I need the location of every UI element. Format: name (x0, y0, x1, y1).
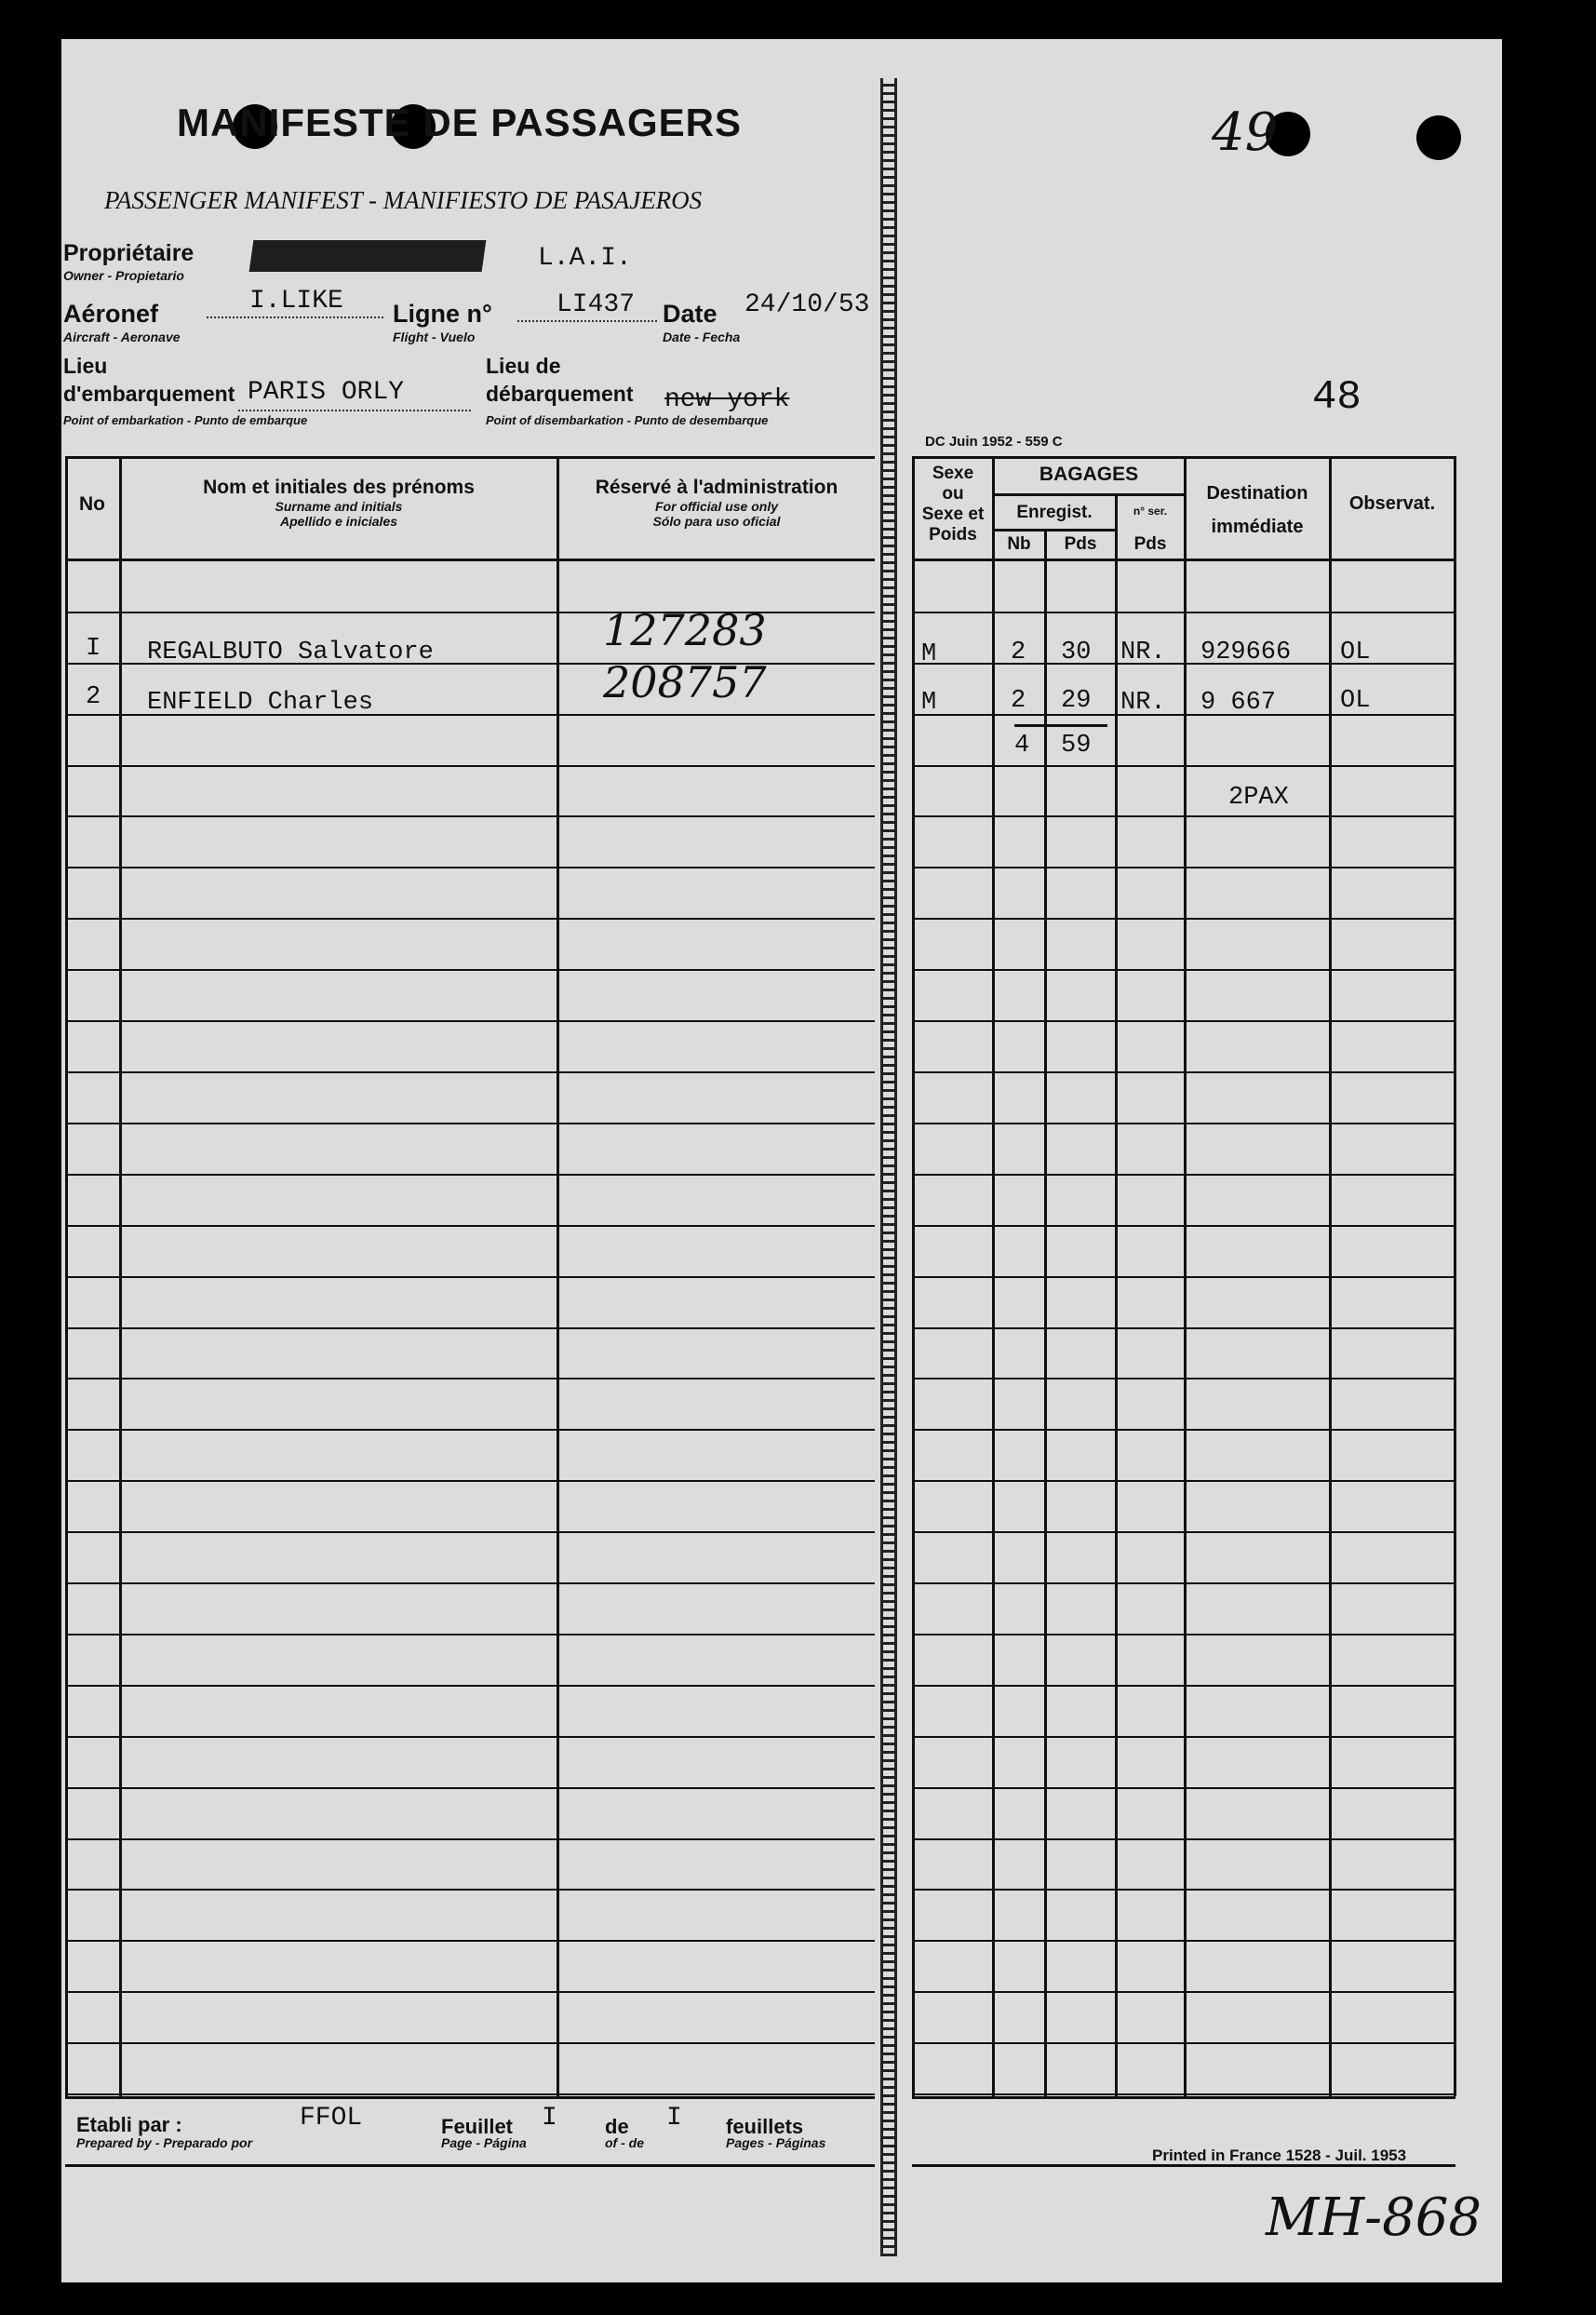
p2-obs: OL (1340, 687, 1371, 715)
etabli-label: Etabli par : (76, 2113, 182, 2136)
row-rule (65, 1685, 875, 1687)
col-name-label: Nom et initiales des prénoms (203, 477, 475, 498)
p1-nb: 2 (1011, 639, 1026, 666)
col-admin (558, 477, 875, 529)
row-rule (65, 1991, 875, 1993)
disembark-label-1: Lieu de (486, 354, 561, 378)
row-rule (65, 1276, 875, 1278)
etabli-value: FFOL (300, 2104, 363, 2133)
row-rule (912, 1378, 1455, 1380)
col-enregist: Enregist. (1016, 503, 1093, 522)
disembark-label-2: débarquement (486, 382, 634, 406)
row-rule (912, 1889, 1455, 1891)
col-nser: n° ser. (1133, 505, 1168, 518)
row-rule (912, 1838, 1455, 1840)
row-rule (912, 918, 1455, 920)
row-rule (65, 1889, 875, 1891)
date-value: 24/10/53 (744, 290, 870, 319)
p1-pds: 30 (1061, 639, 1092, 666)
feuillet-label: Feuillet (441, 2115, 514, 2138)
totals-rule (1014, 724, 1107, 727)
row-rule (65, 1174, 875, 1176)
total-pax: 2PAX (1228, 784, 1289, 812)
row-rule (65, 1327, 875, 1329)
row-rule (912, 1940, 1455, 1942)
row-rule (65, 1429, 875, 1431)
col-admin-sub2: Sólo para uso oficial (652, 514, 781, 529)
row-rule (65, 1634, 875, 1635)
row-rule (65, 918, 875, 920)
p2-ser: NR. (1120, 689, 1166, 717)
row-rule (65, 1582, 875, 1584)
row-rule (912, 1020, 1455, 1022)
flight-value: LI437 (557, 290, 636, 319)
enregist-line (992, 529, 1115, 532)
row-rule (65, 1480, 875, 1482)
number-mark: 48 (1312, 374, 1361, 421)
p1-no: I (86, 635, 101, 663)
feuillet-sublabel: Page - Página (441, 2135, 527, 2150)
col-admin-sub1: For official use only (655, 499, 778, 514)
p1-name: REGALBUTO Salvatore (147, 639, 434, 666)
row-rule (65, 2042, 875, 2044)
row-rule (912, 1787, 1455, 1789)
de-label: de (605, 2115, 629, 2138)
flight-line (517, 320, 657, 322)
manifest-sheet (61, 39, 1502, 2282)
date-label: Date (663, 300, 718, 328)
embark-label-1: Lieu (63, 354, 108, 378)
owner-label: Propriétaire (63, 240, 194, 266)
footer-bottom-left (65, 2164, 875, 2167)
row-rule (912, 1634, 1455, 1635)
disembark-sublabel: Point of disembarkation - Punto de desembarque (486, 413, 769, 427)
col-bagages: BAGAGES (1039, 464, 1139, 485)
aircraft-label: Aéronef (63, 300, 159, 328)
punch-hole-4 (1416, 115, 1461, 160)
footer-top-left (65, 2096, 875, 2099)
row-rule (912, 1276, 1455, 1278)
embark-sublabel: Point of embarkation - Punto de embarque (63, 413, 308, 427)
row-rule (912, 663, 1455, 665)
left-header-bottom (65, 559, 875, 561)
row-rule (912, 1582, 1455, 1584)
p1-admin: 127283 (603, 605, 767, 655)
row-rule (65, 2093, 875, 2095)
row-rule (65, 1940, 875, 1942)
feuillets-sublabel: Pages - Páginas (726, 2135, 826, 2150)
total-nb: 4 (1014, 732, 1030, 760)
disembark-value: new york (664, 385, 790, 414)
left-table-top (65, 456, 875, 459)
aircraft-line (207, 316, 383, 318)
right-col-d (1115, 493, 1118, 2096)
col-sex (914, 464, 992, 545)
redaction-bar (249, 240, 487, 272)
row-rule (65, 1838, 875, 1840)
embark-line (238, 410, 471, 411)
printed-note: Printed in France 1528 - Juil. 1953 (1152, 2147, 1407, 2164)
date-sublabel: Date - Fecha (663, 330, 741, 344)
de-sublabel: of - de (605, 2135, 644, 2150)
de-value: I (666, 2104, 682, 2133)
p2-sex: M (921, 689, 937, 717)
row-rule (65, 969, 875, 971)
aircraft-value: I.LIKE (249, 287, 343, 316)
row-rule (912, 1991, 1455, 1993)
row-rule (912, 1531, 1455, 1533)
row-rule (912, 969, 1455, 971)
col-sex-1: Sexe (932, 464, 974, 483)
page-mark: 49 (1212, 102, 1279, 163)
row-rule (912, 2093, 1455, 2095)
feuillet-value: I (542, 2104, 557, 2133)
archive-mark: MH-868 (1266, 2187, 1482, 2248)
row-rule (912, 1174, 1455, 1176)
row-rule (912, 1480, 1455, 1482)
row-rule (65, 1531, 875, 1533)
col-dest-2: immédiate (1211, 517, 1304, 537)
p2-no: 2 (86, 683, 101, 711)
center-perforation (880, 78, 897, 2256)
p1-ser: NR. (1120, 639, 1166, 666)
row-rule (912, 867, 1455, 868)
row-rule (65, 1736, 875, 1738)
page-subtitle: PASSENGER MANIFEST - MANIFIESTO DE PASAJEROS (104, 186, 703, 214)
row-rule (65, 765, 875, 767)
row-rule (65, 1071, 875, 1073)
etabli-sublabel: Prepared by - Preparado por (76, 2135, 253, 2150)
p1-dest: 929666 (1200, 639, 1292, 666)
row-rule (912, 1736, 1455, 1738)
row-rule (65, 1020, 875, 1022)
row-rule (912, 612, 1455, 613)
col-sex-2: ou (942, 484, 964, 504)
col-name-sub2: Apellido e iniciales (279, 514, 398, 529)
row-rule (65, 1123, 875, 1124)
row-rule (912, 2042, 1455, 2044)
aircraft-sublabel: Aircraft - Aeronave (63, 330, 181, 344)
col-nb: Nb (1007, 534, 1031, 554)
page-title: MANIFESTE DE PASSAGERS (177, 101, 742, 144)
owner-sublabel: Owner - Propietario (63, 268, 184, 283)
feuillets-label: feuillets (726, 2115, 804, 2138)
flight-sublabel: Flight - Vuelo (393, 330, 476, 344)
row-rule (912, 1429, 1455, 1431)
row-rule (912, 1685, 1455, 1687)
total-pds: 59 (1061, 732, 1092, 760)
p1-sex: M (921, 640, 937, 668)
p1-obs: OL (1340, 639, 1371, 666)
right-col-c (1044, 529, 1047, 2096)
embark-label-2: d'embarquement (63, 382, 235, 406)
col-dest-1: Destination (1206, 483, 1308, 504)
col-dest (1186, 477, 1329, 544)
row-rule (65, 867, 875, 868)
p2-name: ENFIELD Charles (147, 689, 374, 717)
row-rule (912, 1123, 1455, 1124)
row-rule (912, 1327, 1455, 1329)
p2-admin: 208757 (603, 657, 767, 707)
col-sex-3: Sexe et (921, 505, 985, 524)
col-no: No (79, 493, 105, 515)
col-name-sub1: Surname and initials (275, 499, 403, 514)
row-rule (65, 1225, 875, 1227)
col-observ: Observat. (1348, 493, 1436, 514)
owner-value: L.A.I. (538, 244, 632, 273)
row-rule (912, 714, 1455, 716)
bagages-line (992, 493, 1184, 496)
row-rule (912, 1071, 1455, 1073)
col-pds: Pds (1064, 534, 1097, 554)
row-rule (912, 765, 1455, 767)
p2-nb: 2 (1011, 687, 1026, 715)
row-rule (65, 1378, 875, 1380)
p2-pds: 29 (1061, 687, 1092, 715)
footer-top-right (912, 2096, 1455, 2099)
col-admin-label: Réservé à l'administration (595, 477, 838, 498)
embark-value: PARIS ORLY (248, 378, 405, 407)
p2-dest: 9 667 (1200, 689, 1277, 717)
col-name (121, 477, 557, 529)
col-sex-4: Poids (929, 525, 977, 545)
row-rule (912, 815, 1455, 817)
row-rule (65, 1787, 875, 1789)
col-pds2: Pds (1133, 534, 1167, 554)
form-code: DC Juin 1952 - 559 C (925, 434, 1063, 450)
flight-label: Ligne n° (393, 300, 492, 328)
row-rule (65, 815, 875, 817)
row-rule (912, 1225, 1455, 1227)
